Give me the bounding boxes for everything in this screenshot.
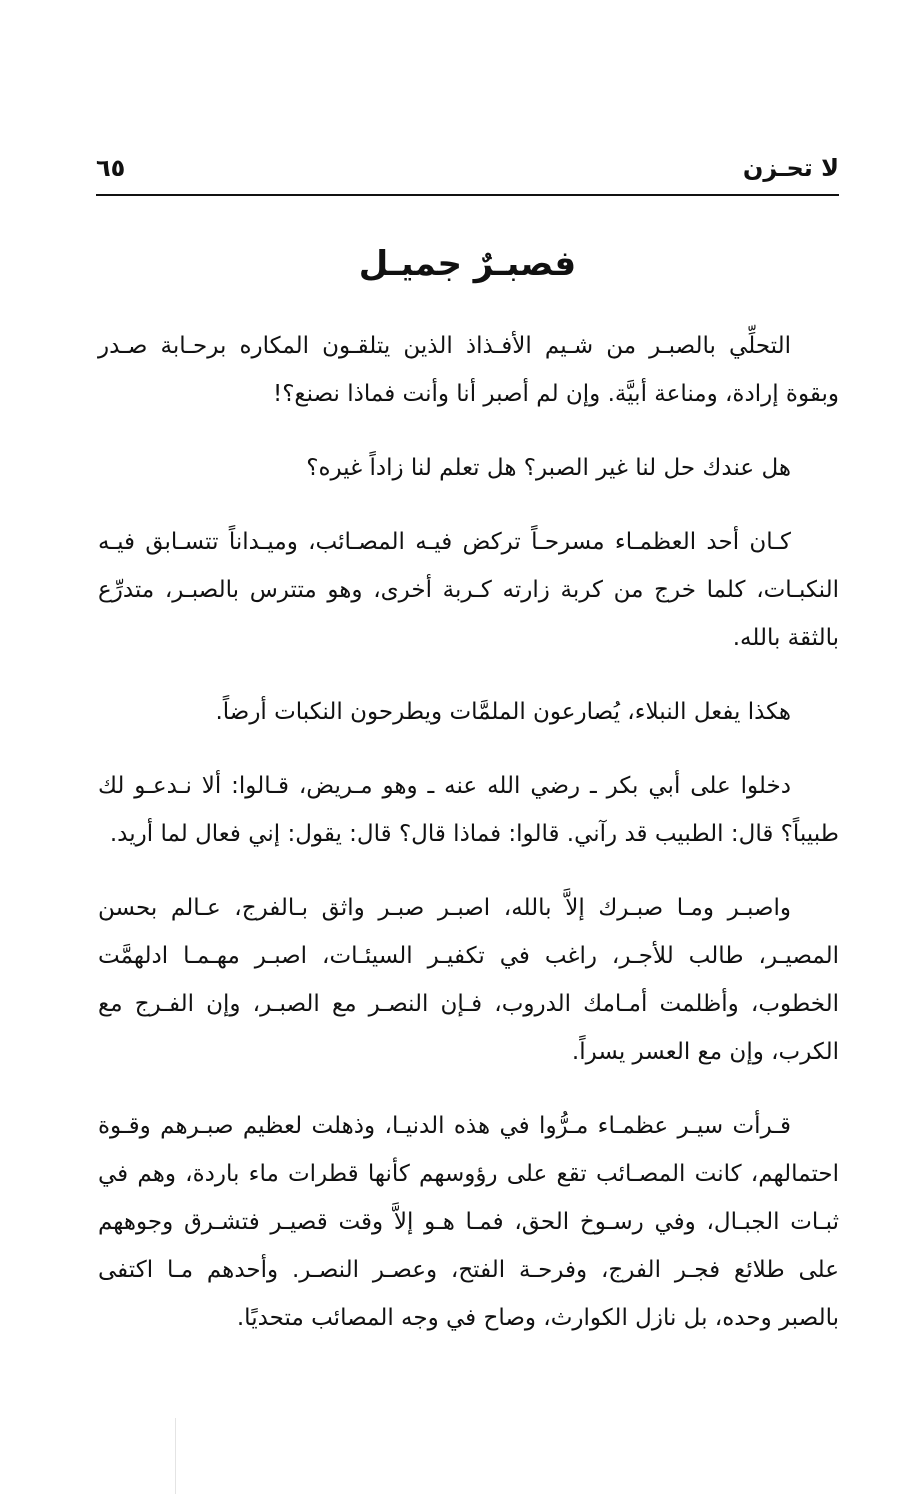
paragraph: واصبـر ومـا صبـرك إلاَّ بالله، اصبـر صبـر واثق بـالفرج، عـالم بحسن المصيـر، طالب للأجـر، راغب في تكفيـر السيئـات، اصبـر مهـمـا ادلهمَّت الخطوب، وأظلمت أمـامك الدروب، فـإن النصـر مع الصبـر، وإن الفـرج مع الكرب، وإن مع العسر يسراً. (98, 895, 839, 1065)
book-title: لا تحـزن (742, 154, 839, 182)
paragraph: هكذا يفعل النبلاء، يُصارعون الملمَّات ويطرحون النكبات أرضاً. (215, 699, 791, 725)
paragraph: التحلِّي بالصبـر من شـيم الأفـذاذ الذين يتلقـون المكاره برحـابة صـدر وبقوة إرادة، ومناعة أبيَّة. وإن لم أصبر أنا وأنت فماذا نصنع؟! (98, 333, 839, 407)
running-header (96, 150, 839, 190)
page-number: ٦٥ (96, 154, 126, 182)
header-divider (96, 194, 839, 196)
chapter-title: فصبـرٌ جميـل (358, 244, 577, 284)
paragraph: قـرأت سيـر عظمـاء مـرُّوا في هذه الدنيـا، وذهلت لعظيم صبـرهم وقـوة احتمالهم، كانت المصـائب تقع على رؤوسهم كأنها قطرات ماء باردة، وهم في ثبـات الجبـال، وفي رسـوخ الحق، فمـا هـو إلاَّ وقت قصيـر فتشـرق وجوههم على طلائع فجـر الفرج، وفرحـة الفتح، وعصـر النصـر. وأحدهم مـا اكتفى بالصبر وحده، بل نازل الكوارث، وصاح في وجه المصائب متحديًا. (98, 1113, 839, 1331)
paragraph: هل عندك حل لنا غير الصبر؟ هل تعلم لنا زاداً غيره؟ (306, 455, 791, 481)
paragraph: كـان أحد العظمـاء مسرحـاً تركض فيـه المصـائب، وميـداناً تتسـابق فيـه النكبـات، كلما خرج من كربة زارته كـربة أخرى، وهو متترس بالصبـر، متدرِّع بالثقة بالله. (98, 529, 839, 651)
body-text (98, 322, 839, 1368)
scan-margin-line (175, 1418, 176, 1494)
paragraph: دخلوا على أبي بكر ـ رضي الله عنه ـ وهو مـريض، قـالوا: ألا نـدعـو لك طبيباً؟ قال: الطبيب قد رآني. قالوا: فماذا قال؟ قال: يقول: إني فعال لما أريد. (98, 773, 839, 847)
